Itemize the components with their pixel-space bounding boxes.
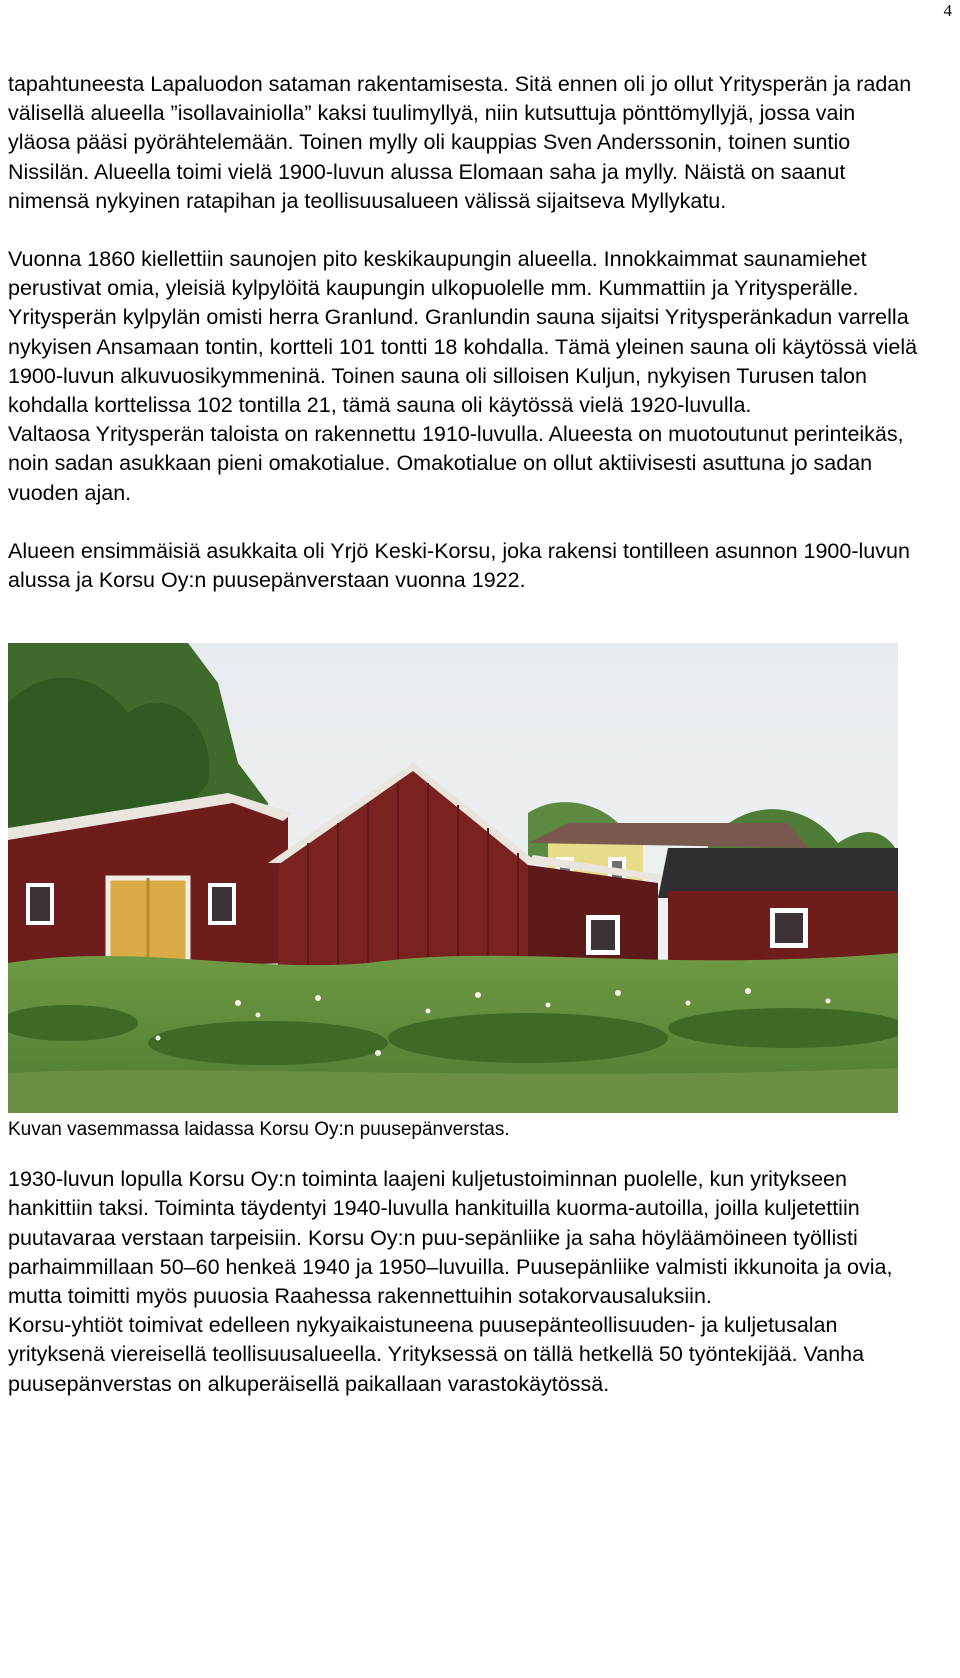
paragraph-windmills: tapahtuneesta Lapaluodon sataman rakentamisesta. Sitä ennen oli jo ollut Yritysperän ja radan välisellä alueella ”isollavainiolla” kaksi tuulimyllyä, niin kutsuttuja pönttömyllyjä, jossa vain yläosa pääsi pyörähtelemään. Toinen mylly oli kauppias Sven Anderssonin, toinen suntio Nissilän. Alueella toimi vielä 1900-luvun alussa Elomaan saha ja mylly. Näistä on saanut nimensä nykyinen ratapihan ja teollisuusalueen välissä sijaitseva Myllykatu. (8, 72, 912, 213)
paragraph-korsu-today: Korsu-yhtiöt toimivat edelleen nykyaikaistuneena puusepänteollisuuden- ja kuljetusalan yrityksenä viereisellä teollisuusalueella. Yrityksessä on tällä hetkellä 50 työntekijää. Vanha puusepänverstas on alkuperäisellä paikallaan varastokäytössä. (8, 1313, 865, 1396)
page-number: 4 (943, 1, 952, 20)
photo-caption: Kuvan vasemmassa laidassa Korsu Oy:n puusepänverstas. (8, 1119, 510, 1141)
paragraph-first-residents: Alueen ensimmäisiä asukkaita oli Yrjö Keski-Korsu, joka rakensi tontilleen asunnon 1900-luvun alussa ja Korsu Oy:n puusepänverstaan vuonna 1922. (8, 538, 910, 593)
paragraph-transport: 1930-luvun lopulla Korsu Oy:n toiminta laajeni kuljetustoiminnan puolelle, kun yritykseen hankittiin taksi. Toiminta täydentyi 1940-luvulla hankituilla kuorma-autoilla, joilla kuljetettiin puutavaraa verstaan tarpeisiin. Korsu Oy:n puu-sepänliike ja saha höyläämöineen työllisti parhaimmillaan 50–60 henkeä 1940 ja 1950–luvuilla. Puusepänliike valmisti ikkunoita ja ovia, mutta toimitti myös puuosia Raahessa rakennettuihin sotakorvausaluksiin. (8, 1167, 893, 1309)
paragraph-houses: Valtaosa Yritysperän taloista on rakennettu 1910-luvulla. Alueesta on muotoutunut perinteikäs, noin sadan asukkaan pieni omakotialue. Omakotialue on ollut aktiivisesti asuttuna jo sadan vuoden ajan. (8, 422, 904, 505)
document-body (8, 70, 918, 1399)
paragraph-saunas: Vuonna 1860 kiellettiin saunojen pito keskikaupungin alueella. Innokkaimmat saunamiehet perustivat omia, yleisiä kylpylöitä kaupungin ulkopuolelle mm. Kummattiin ja Yritysperälle. Yritysperän kylpylän omisti herra Granlund. Granlundin sauna sijaitsi Yritysperänkadun varrella nykyisen Ansamaan tontin, kortteli 101 tontti 18 kohdalla. Tämä yleinen sauna oli käytössä vielä 1900-luvun alkuvuosikymmeninä. Toinen sauna oli silloisen Kuljun, nykyisen Turusen talon kohdalla korttelissa 102 tontilla 21, tämä sauna oli käytössä vielä 1920-luvulla. (8, 247, 918, 418)
photo-korsu-workshop (8, 643, 898, 1113)
